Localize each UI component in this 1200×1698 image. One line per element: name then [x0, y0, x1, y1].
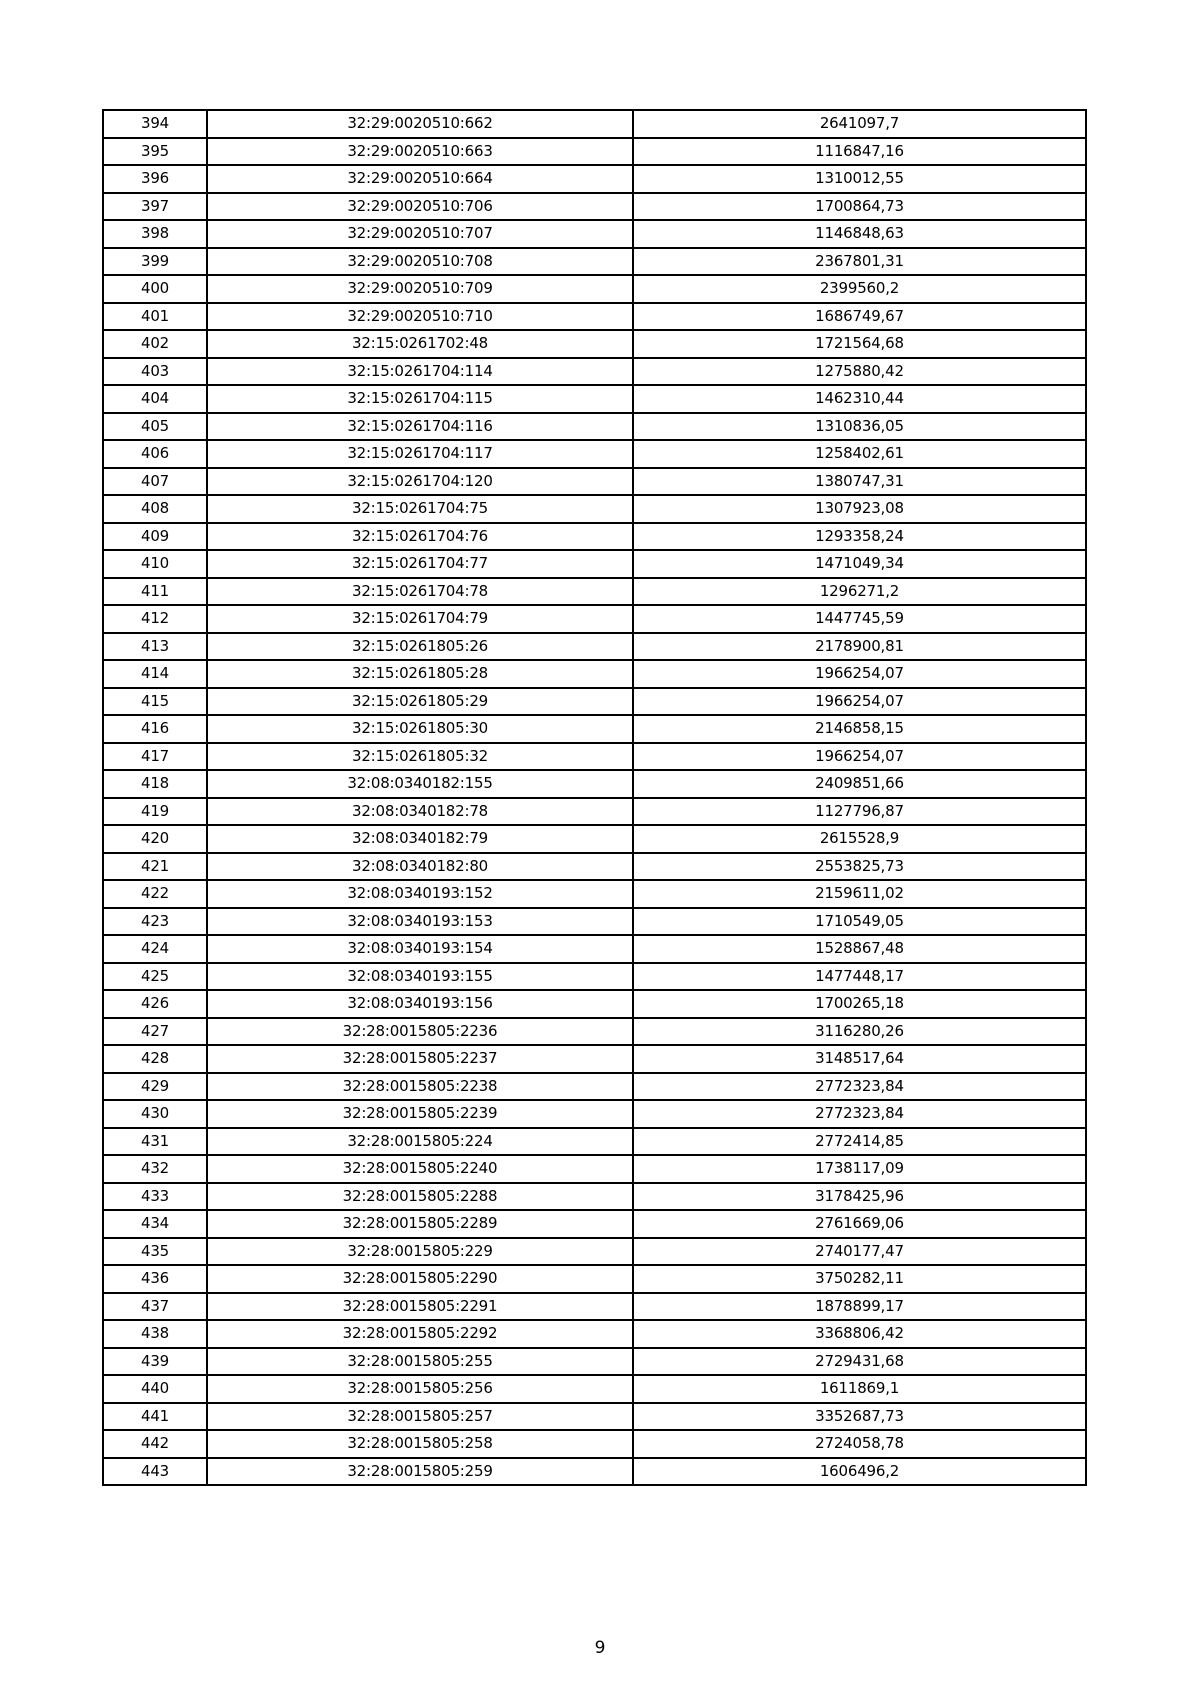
cadastral-value-cell: 2772323,84: [633, 1100, 1086, 1128]
row-number-cell: 395: [103, 138, 207, 166]
row-number-cell: 421: [103, 853, 207, 881]
row-number-cell: 402: [103, 330, 207, 358]
cadastral-value-cell: 1296271,2: [633, 578, 1086, 606]
table-row: [103, 413, 1086, 441]
cadastral-value-cell: 1477448,17: [633, 963, 1086, 991]
table-row: [103, 770, 1086, 798]
cadastral-number-cell: 32:15:0261704:115: [207, 385, 633, 413]
cadastral-value-cell: 1686749,67: [633, 303, 1086, 331]
table-row: [103, 523, 1086, 551]
row-number-cell: 420: [103, 825, 207, 853]
row-number-cell: 440: [103, 1375, 207, 1403]
cadastral-value-cell: 1447745,59: [633, 605, 1086, 633]
row-number-cell: 426: [103, 990, 207, 1018]
table-row: [103, 1238, 1086, 1266]
cadastral-value-cell: 3116280,26: [633, 1018, 1086, 1046]
row-number-cell: 425: [103, 963, 207, 991]
table-row: [103, 110, 1086, 138]
row-number-cell: 436: [103, 1265, 207, 1293]
cadastral-value-cell: 2367801,31: [633, 248, 1086, 276]
row-number-cell: 429: [103, 1073, 207, 1101]
row-number-cell: 428: [103, 1045, 207, 1073]
table-row: [103, 1045, 1086, 1073]
table-row: [103, 495, 1086, 523]
cadastral-number-cell: 32:28:0015805:224: [207, 1128, 633, 1156]
table-row: [103, 935, 1086, 963]
table-row: [103, 165, 1086, 193]
cadastral-number-cell: 32:28:0015805:2289: [207, 1210, 633, 1238]
page-number: 9: [594, 1638, 606, 1658]
cadastral-number-cell: 32:15:0261805:28: [207, 660, 633, 688]
table-row: [103, 578, 1086, 606]
table-row: [103, 963, 1086, 991]
cadastral-value-table: [102, 109, 1087, 1486]
table-row: [103, 1348, 1086, 1376]
cadastral-number-cell: 32:15:0261704:76: [207, 523, 633, 551]
table-row: [103, 633, 1086, 661]
cadastral-number-cell: 32:28:0015805:2238: [207, 1073, 633, 1101]
cadastral-value-cell: 1275880,42: [633, 358, 1086, 386]
cadastral-value-cell: 1878899,17: [633, 1293, 1086, 1321]
row-number-cell: 423: [103, 908, 207, 936]
cadastral-value-cell: 2159611,02: [633, 880, 1086, 908]
cadastral-number-cell: 32:29:0020510:664: [207, 165, 633, 193]
cadastral-number-cell: 32:08:0340182:78: [207, 798, 633, 826]
cadastral-value-cell: 2772414,85: [633, 1128, 1086, 1156]
cadastral-number-cell: 32:29:0020510:709: [207, 275, 633, 303]
cadastral-number-cell: 32:08:0340193:154: [207, 935, 633, 963]
cadastral-number-cell: 32:15:0261704:116: [207, 413, 633, 441]
row-number-cell: 414: [103, 660, 207, 688]
table-row: [103, 1403, 1086, 1431]
row-number-cell: 433: [103, 1183, 207, 1211]
cadastral-number-cell: 32:29:0020510:707: [207, 220, 633, 248]
cadastral-number-cell: 32:28:0015805:255: [207, 1348, 633, 1376]
table-row: [103, 990, 1086, 1018]
cadastral-value-cell: 1116847,16: [633, 138, 1086, 166]
table-row: [103, 853, 1086, 881]
cadastral-value-cell: 1471049,34: [633, 550, 1086, 578]
table-row: [103, 275, 1086, 303]
row-number-cell: 403: [103, 358, 207, 386]
row-number-cell: 434: [103, 1210, 207, 1238]
table-row: [103, 550, 1086, 578]
cadastral-number-cell: 32:15:0261704:78: [207, 578, 633, 606]
table-row: [103, 440, 1086, 468]
cadastral-value-cell: 3178425,96: [633, 1183, 1086, 1211]
table-row: [103, 1100, 1086, 1128]
cadastral-value-cell: 2178900,81: [633, 633, 1086, 661]
cadastral-number-cell: 32:29:0020510:663: [207, 138, 633, 166]
cadastral-number-cell: 32:28:0015805:229: [207, 1238, 633, 1266]
table-row: [103, 688, 1086, 716]
cadastral-value-cell: 1528867,48: [633, 935, 1086, 963]
cadastral-number-cell: 32:08:0340193:153: [207, 908, 633, 936]
table-row: [103, 1265, 1086, 1293]
table-row: [103, 1293, 1086, 1321]
row-number-cell: 424: [103, 935, 207, 963]
cadastral-value-cell: 2399560,2: [633, 275, 1086, 303]
cadastral-value-cell: 1310012,55: [633, 165, 1086, 193]
cadastral-number-cell: 32:28:0015805:2236: [207, 1018, 633, 1046]
cadastral-value-cell: 2553825,73: [633, 853, 1086, 881]
cadastral-number-cell: 32:28:0015805:257: [207, 1403, 633, 1431]
table-row: [103, 1073, 1086, 1101]
row-number-cell: 422: [103, 880, 207, 908]
row-number-cell: 397: [103, 193, 207, 221]
table-row: [103, 330, 1086, 358]
row-number-cell: 442: [103, 1430, 207, 1458]
table-row: [103, 193, 1086, 221]
table-row: [103, 303, 1086, 331]
cadastral-number-cell: 32:29:0020510:708: [207, 248, 633, 276]
cadastral-value-cell: 1611869,1: [633, 1375, 1086, 1403]
table-row: [103, 605, 1086, 633]
cadastral-number-cell: 32:28:0015805:2290: [207, 1265, 633, 1293]
table-row: [103, 385, 1086, 413]
cadastral-value-cell: 2409851,66: [633, 770, 1086, 798]
row-number-cell: 435: [103, 1238, 207, 1266]
table-body: [103, 110, 1086, 1485]
row-number-cell: 416: [103, 715, 207, 743]
table-row: [103, 908, 1086, 936]
table-row: [103, 715, 1086, 743]
row-number-cell: 400: [103, 275, 207, 303]
cadastral-value-cell: 3368806,42: [633, 1320, 1086, 1348]
cadastral-value-cell: 2724058,78: [633, 1430, 1086, 1458]
cadastral-number-cell: 32:15:0261805:32: [207, 743, 633, 771]
cadastral-number-cell: 32:08:0340182:80: [207, 853, 633, 881]
cadastral-number-cell: 32:15:0261704:120: [207, 468, 633, 496]
table-row: [103, 248, 1086, 276]
cadastral-number-cell: 32:08:0340182:155: [207, 770, 633, 798]
cadastral-value-cell: 1966254,07: [633, 743, 1086, 771]
row-number-cell: 417: [103, 743, 207, 771]
cadastral-number-cell: 32:08:0340193:156: [207, 990, 633, 1018]
cadastral-number-cell: 32:29:0020510:706: [207, 193, 633, 221]
cadastral-number-cell: 32:28:0015805:2292: [207, 1320, 633, 1348]
cadastral-value-cell: 2729431,68: [633, 1348, 1086, 1376]
row-number-cell: 419: [103, 798, 207, 826]
cadastral-number-cell: 32:15:0261704:75: [207, 495, 633, 523]
row-number-cell: 406: [103, 440, 207, 468]
cadastral-value-cell: 1710549,05: [633, 908, 1086, 936]
cadastral-value-cell: 1738117,09: [633, 1155, 1086, 1183]
cadastral-value-cell: 1966254,07: [633, 660, 1086, 688]
row-number-cell: 418: [103, 770, 207, 798]
cadastral-number-cell: 32:15:0261702:48: [207, 330, 633, 358]
cadastral-value-cell: 3750282,11: [633, 1265, 1086, 1293]
cadastral-value-cell: 1700265,18: [633, 990, 1086, 1018]
row-number-cell: 396: [103, 165, 207, 193]
row-number-cell: 412: [103, 605, 207, 633]
cadastral-value-cell: 1307923,08: [633, 495, 1086, 523]
table-row: [103, 1375, 1086, 1403]
cadastral-value-cell: 2740177,47: [633, 1238, 1086, 1266]
cadastral-value-cell: 3352687,73: [633, 1403, 1086, 1431]
table-row: [103, 660, 1086, 688]
row-number-cell: 441: [103, 1403, 207, 1431]
row-number-cell: 431: [103, 1128, 207, 1156]
cadastral-value-cell: 1127796,87: [633, 798, 1086, 826]
row-number-cell: 430: [103, 1100, 207, 1128]
row-number-cell: 413: [103, 633, 207, 661]
cadastral-number-cell: 32:15:0261704:79: [207, 605, 633, 633]
row-number-cell: 408: [103, 495, 207, 523]
cadastral-number-cell: 32:29:0020510:662: [207, 110, 633, 138]
table-row: [103, 220, 1086, 248]
cadastral-number-cell: 32:28:0015805:256: [207, 1375, 633, 1403]
row-number-cell: 394: [103, 110, 207, 138]
table-row: [103, 880, 1086, 908]
table-row: [103, 1430, 1086, 1458]
cadastral-value-cell: 2772323,84: [633, 1073, 1086, 1101]
table-row: [103, 1128, 1086, 1156]
row-number-cell: 399: [103, 248, 207, 276]
row-number-cell: 404: [103, 385, 207, 413]
table-row: [103, 825, 1086, 853]
cadastral-number-cell: 32:08:0340193:155: [207, 963, 633, 991]
cadastral-value-cell: 1258402,61: [633, 440, 1086, 468]
row-number-cell: 438: [103, 1320, 207, 1348]
table-row: [103, 1155, 1086, 1183]
table-row: [103, 1183, 1086, 1211]
cadastral-number-cell: 32:15:0261805:30: [207, 715, 633, 743]
row-number-cell: 409: [103, 523, 207, 551]
table-row: [103, 743, 1086, 771]
table-row: [103, 1458, 1086, 1486]
cadastral-value-cell: 1310836,05: [633, 413, 1086, 441]
cadastral-value-cell: 1721564,68: [633, 330, 1086, 358]
cadastral-number-cell: 32:15:0261704:117: [207, 440, 633, 468]
cadastral-value-cell: 1146848,63: [633, 220, 1086, 248]
row-number-cell: 398: [103, 220, 207, 248]
cadastral-value-cell: 2761669,06: [633, 1210, 1086, 1238]
cadastral-number-cell: 32:28:0015805:2237: [207, 1045, 633, 1073]
cadastral-number-cell: 32:28:0015805:2288: [207, 1183, 633, 1211]
row-number-cell: 410: [103, 550, 207, 578]
table-row: [103, 1210, 1086, 1238]
cadastral-number-cell: 32:28:0015805:2239: [207, 1100, 633, 1128]
cadastral-value-cell: 1966254,07: [633, 688, 1086, 716]
cadastral-number-cell: 32:28:0015805:259: [207, 1458, 633, 1486]
cadastral-number-cell: 32:28:0015805:2240: [207, 1155, 633, 1183]
cadastral-value-cell: 1700864,73: [633, 193, 1086, 221]
cadastral-number-cell: 32:15:0261704:114: [207, 358, 633, 386]
cadastral-value-cell: 3148517,64: [633, 1045, 1086, 1073]
table-row: [103, 798, 1086, 826]
cadastral-value-cell: 2615528,9: [633, 825, 1086, 853]
table-row: [103, 358, 1086, 386]
cadastral-number-cell: 32:15:0261805:29: [207, 688, 633, 716]
row-number-cell: 405: [103, 413, 207, 441]
cadastral-number-cell: 32:08:0340193:152: [207, 880, 633, 908]
cadastral-number-cell: 32:08:0340182:79: [207, 825, 633, 853]
row-number-cell: 407: [103, 468, 207, 496]
cadastral-value-cell: 1293358,24: [633, 523, 1086, 551]
table-row: [103, 1320, 1086, 1348]
row-number-cell: 415: [103, 688, 207, 716]
row-number-cell: 411: [103, 578, 207, 606]
cadastral-value-cell: 2641097,7: [633, 110, 1086, 138]
row-number-cell: 443: [103, 1458, 207, 1486]
row-number-cell: 439: [103, 1348, 207, 1376]
cadastral-number-cell: 32:15:0261805:26: [207, 633, 633, 661]
cadastral-value-cell: 1380747,31: [633, 468, 1086, 496]
cadastral-value-cell: 1462310,44: [633, 385, 1086, 413]
cadastral-value-cell: 1606496,2: [633, 1458, 1086, 1486]
row-number-cell: 427: [103, 1018, 207, 1046]
row-number-cell: 401: [103, 303, 207, 331]
cadastral-number-cell: 32:15:0261704:77: [207, 550, 633, 578]
cadastral-number-cell: 32:28:0015805:258: [207, 1430, 633, 1458]
table-row: [103, 138, 1086, 166]
table-row: [103, 468, 1086, 496]
cadastral-number-cell: 32:28:0015805:2291: [207, 1293, 633, 1321]
row-number-cell: 432: [103, 1155, 207, 1183]
cadastral-value-cell: 2146858,15: [633, 715, 1086, 743]
row-number-cell: 437: [103, 1293, 207, 1321]
cadastral-number-cell: 32:29:0020510:710: [207, 303, 633, 331]
table-row: [103, 1018, 1086, 1046]
